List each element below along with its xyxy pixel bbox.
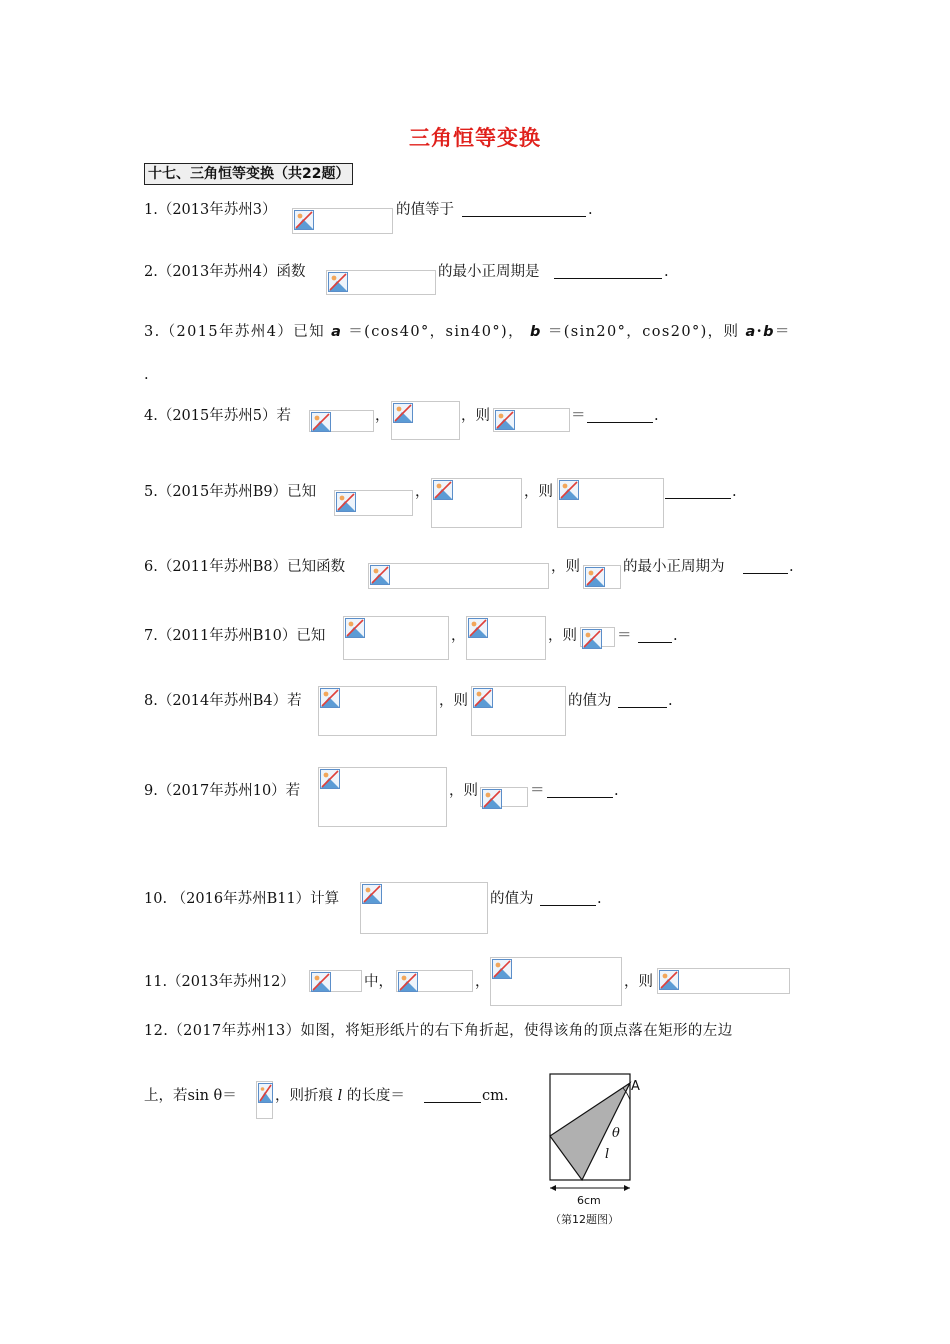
q3-b-value: ＝(sin20°，cos20°)，则 bbox=[547, 324, 740, 340]
q11-then: ，则 bbox=[624, 974, 653, 990]
q8-then: ，则 bbox=[439, 693, 468, 709]
answer-blank bbox=[462, 216, 586, 217]
broken-image-icon bbox=[334, 490, 413, 516]
q12-length-text: 的长度＝ bbox=[346, 1088, 405, 1104]
q4-prefix: 4.（2015年苏州5）若 bbox=[144, 408, 291, 424]
equals-sign: ＝ bbox=[774, 324, 791, 340]
label-theta: θ bbox=[612, 1126, 620, 1141]
vector-b: b bbox=[530, 324, 542, 340]
vector-a: a bbox=[331, 324, 343, 340]
q5-comma: ， bbox=[415, 484, 430, 500]
broken-image-icon bbox=[583, 565, 621, 589]
q3-a-value: ＝(cos40°，sin40°)， bbox=[348, 324, 525, 340]
broken-image-icon bbox=[657, 968, 790, 994]
q11-prefix: 11.（2013年苏州12） bbox=[144, 974, 295, 990]
arrow-left-icon bbox=[550, 1185, 556, 1191]
broken-image-icon bbox=[466, 616, 546, 660]
broken-image-icon bbox=[256, 1081, 273, 1119]
q12-text bbox=[275, 1086, 405, 1106]
answer-blank bbox=[618, 707, 667, 708]
broken-image-icon bbox=[396, 970, 473, 992]
q12-line1: 12.（2017年苏州13）如图，将矩形纸片的右下角折起，使得该角的顶点落在矩形的左边 bbox=[144, 1023, 733, 1039]
answer-blank bbox=[424, 1102, 481, 1103]
q12-fold-text: ，则折痕 bbox=[275, 1088, 333, 1104]
q8-end: . bbox=[668, 693, 673, 709]
label-a: A bbox=[631, 1079, 640, 1094]
arrow-right-icon bbox=[624, 1185, 630, 1191]
answer-blank bbox=[665, 498, 731, 499]
q7-prefix: 7.（2011年苏州B10）已知 bbox=[144, 628, 326, 644]
broken-image-icon bbox=[480, 787, 528, 807]
broken-image-icon bbox=[580, 627, 615, 647]
q6-then: ，则 bbox=[551, 559, 580, 575]
vector-b: b bbox=[763, 324, 775, 340]
answer-blank bbox=[540, 905, 596, 906]
q7-comma: ， bbox=[451, 628, 466, 644]
l-symbol: l bbox=[337, 1088, 343, 1104]
broken-image-icon bbox=[368, 563, 549, 589]
q7-then: ，则 bbox=[548, 628, 577, 644]
q2-prefix: 2.（2013年苏州4）函数 bbox=[144, 264, 306, 280]
q6-prefix: 6.（2011年苏州B8）已知函数 bbox=[144, 559, 346, 575]
answer-blank bbox=[743, 573, 788, 574]
q4-end: . bbox=[654, 408, 659, 424]
vector-a: a bbox=[745, 324, 757, 340]
broken-image-icon bbox=[318, 686, 437, 736]
q8-text: 的值为 bbox=[568, 693, 612, 709]
q10-end: . bbox=[597, 891, 602, 907]
q10-prefix: 10. （2016年苏州B11）计算 bbox=[144, 891, 340, 907]
broken-image-icon bbox=[431, 478, 522, 528]
answer-blank bbox=[587, 422, 653, 423]
q9-then: ，则 bbox=[449, 783, 478, 799]
q3-end: . bbox=[144, 367, 149, 383]
q10-text: 的值为 bbox=[490, 891, 534, 907]
broken-image-icon bbox=[326, 270, 436, 295]
q6-end: . bbox=[789, 559, 794, 575]
q5-then: ，则 bbox=[524, 484, 553, 500]
q1-text: 的值等于 bbox=[396, 202, 454, 218]
q1-end: . bbox=[588, 202, 593, 218]
broken-image-icon bbox=[292, 208, 393, 234]
q11-middle: 中， bbox=[364, 974, 393, 990]
q4-then: ，则 bbox=[461, 408, 490, 424]
broken-image-icon bbox=[360, 882, 488, 934]
q11-comma: ， bbox=[475, 974, 490, 990]
q1-prefix: 1.（2013年苏州3） bbox=[144, 202, 277, 218]
q5-end: . bbox=[732, 484, 737, 500]
q3-prefix: 3.（2015年苏州4）已知 bbox=[144, 324, 326, 340]
broken-image-icon bbox=[309, 970, 362, 992]
broken-image-icon bbox=[557, 478, 664, 528]
q8-prefix: 8.（2014年苏州B4）若 bbox=[144, 693, 302, 709]
q4-equals: ＝ bbox=[571, 408, 586, 424]
q12-prefix: 上，若sin θ＝ bbox=[144, 1088, 237, 1104]
broken-image-icon bbox=[493, 408, 570, 432]
q12-unit: cm. bbox=[482, 1088, 509, 1104]
folded-rectangle-figure bbox=[540, 1066, 660, 1231]
answer-blank bbox=[547, 797, 613, 798]
broken-image-icon bbox=[309, 410, 374, 432]
q9-end: . bbox=[614, 783, 619, 799]
q5-prefix: 5.（2015年苏州B9）已知 bbox=[144, 484, 317, 500]
q2-end: . bbox=[664, 264, 669, 280]
figure-caption: （第12题图） bbox=[550, 1213, 619, 1226]
label-l: l bbox=[605, 1147, 610, 1162]
q7-end: . bbox=[673, 628, 678, 644]
q7-equals: ＝ bbox=[617, 628, 632, 644]
broken-image-icon bbox=[471, 686, 566, 736]
answer-blank bbox=[638, 642, 672, 643]
q2-text: 的最小正周期是 bbox=[438, 264, 540, 280]
broken-image-icon bbox=[318, 767, 447, 827]
broken-image-icon bbox=[490, 957, 622, 1006]
section-heading: 十七、三角恒等变换（共22题） bbox=[144, 163, 353, 185]
page-title: 三角恒等变换 bbox=[409, 126, 541, 150]
dot-operator: · bbox=[756, 323, 764, 340]
q4-comma: ， bbox=[375, 408, 390, 424]
q6-text: 的最小正周期为 bbox=[623, 559, 725, 575]
q3-line bbox=[144, 322, 791, 342]
q9-prefix: 9.（2017年苏州10）若 bbox=[144, 783, 301, 799]
broken-image-icon bbox=[343, 616, 449, 660]
q9-equals: ＝ bbox=[530, 783, 545, 799]
broken-image-icon bbox=[391, 401, 460, 440]
answer-blank bbox=[554, 278, 662, 279]
label-width: 6cm bbox=[577, 1194, 601, 1207]
